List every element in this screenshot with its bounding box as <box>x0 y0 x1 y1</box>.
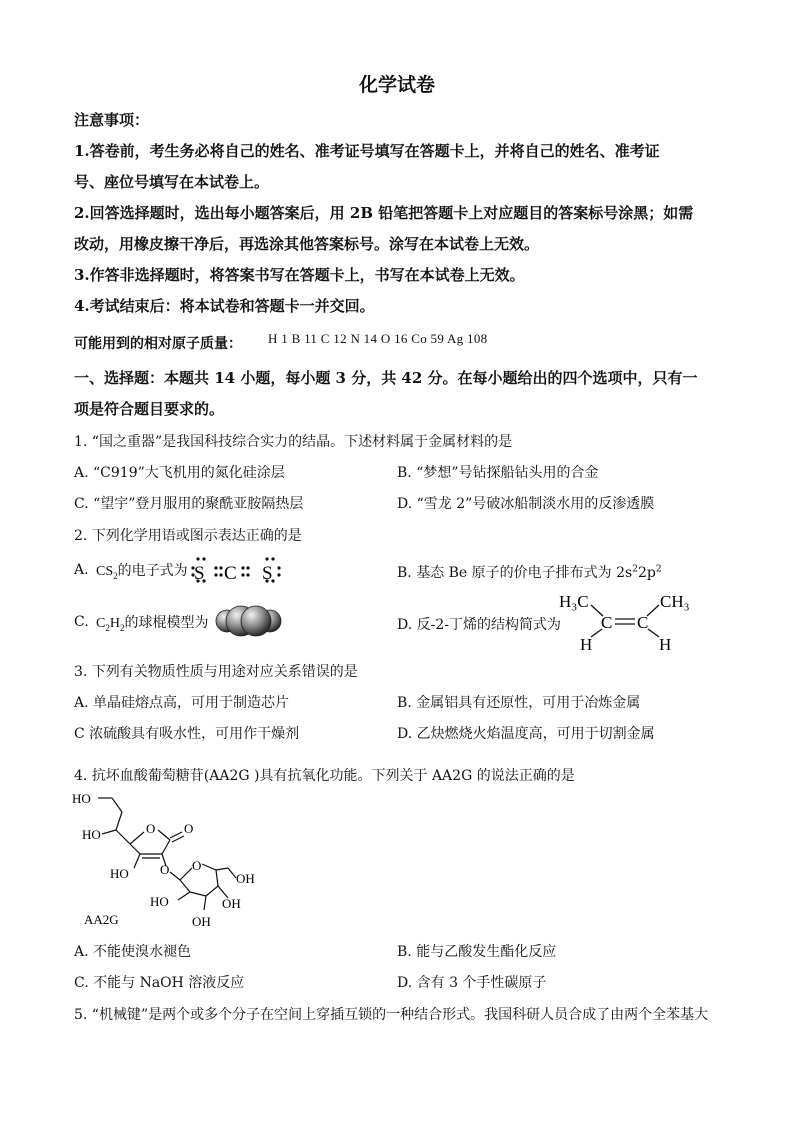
svg-text:O: O <box>192 858 202 873</box>
q5-stem: 5. “机械键”是两个或多个分子在空间上穿插互锁的一种结合形式。我国科研人员合成了由两个全苯基大 <box>74 1007 709 1023</box>
notice-heading: 注意事项： <box>74 111 150 129</box>
q2-option-a-label: A. <box>74 562 89 578</box>
q2-stem: 2. 下列化学用语或图示表达正确的是 <box>74 528 302 544</box>
q4-option-d: D. 含有 3 个手性碳原子 <box>397 975 547 991</box>
svg-text:OH: OH <box>236 871 255 886</box>
svg-text:C: C <box>637 613 649 632</box>
q4-option-b: B. 能与乙酸发生酯化反应 <box>397 944 557 960</box>
section1-heading-a: 一、选择题：本题共 14 小题，每小题 3 分，共 42 分。在每小题给出的四个选项中，只有一 <box>74 369 698 387</box>
q3-option-c: C 浓硫酸具有吸水性，可用作干燥剂 <box>74 726 300 742</box>
svg-text:O: O <box>160 862 170 877</box>
notice-item-1b: 号、座位号填写在本试卷上。 <box>74 173 270 191</box>
atomic-mass-values: H 1 B 11 C 12 N 14 O 16 Co 59 Ag 108 <box>268 331 488 346</box>
svg-text:O: O <box>184 821 194 836</box>
svg-text:CH₃: CH₃ <box>660 592 690 611</box>
q1-option-b: B. “梦想”号钻探船钻头用的合金 <box>397 465 599 481</box>
svg-text:HO: HO <box>150 894 169 909</box>
atomic-mass-label: 可能用到的相对原子质量： <box>74 336 242 352</box>
q1-option-d: D. “雪龙 2”号破冰船制淡水用的反渗透膜 <box>397 496 655 512</box>
q1-stem: 1. “国之重器”是我国科技综合实力的结晶。下述材料属于金属材料的是 <box>74 434 513 450</box>
svg-text:O: O <box>146 821 156 836</box>
svg-text:H₃C: H₃C <box>559 592 589 611</box>
notice-item-1a: 1.答卷前，考生务必将自己的姓名、准考证号填写在答题卡上，并将自己的姓名、准考证 <box>74 142 660 160</box>
c2h2-ball-stick-model <box>214 602 284 640</box>
page-title: 化学试卷 <box>358 74 435 96</box>
q1-option-c: C. “望宇”登月服用的聚酰亚胺隔热层 <box>74 496 304 512</box>
notice-item-4: 4.考试结束后：将本试卷和答题卡一并交回。 <box>74 297 375 315</box>
lewis-c: C <box>224 563 237 584</box>
svg-text:H: H <box>659 635 672 654</box>
cs2-lewis-structure <box>190 552 300 584</box>
q4-option-c: C. 不能与 NaOH 溶液反应 <box>74 975 245 991</box>
q2-option-b: B. 基态 Be 原子的价电子排布式为 $2s^22p^2$ <box>397 564 662 581</box>
q4-stem: 4. 抗坏血酸葡萄糖苷(AA2G )具有抗氧化功能。下列关于 AA2G 的说法正确的是 <box>74 768 575 784</box>
notice-item-2b: 改动，用橡皮擦干净后，再选涂其他答案标号。涂写在本试卷上无效。 <box>74 235 540 253</box>
svg-text:H: H <box>580 635 593 654</box>
svg-text:HO: HO <box>82 827 101 842</box>
notice-item-3: 3.作答非选择题时，将答案书写在答题卡上，书写在本试卷上无效。 <box>74 266 525 284</box>
q3-stem: 3. 下列有关物质性质与用途对应关系错误的是 <box>74 664 358 680</box>
q2-option-c-label: C. <box>74 614 89 630</box>
q3-option-b: B. 金属铝具有还原性，可用于冶炼金属 <box>397 695 641 711</box>
notice-item-2a: 2.回答选择题时，选出每小题答案后，用 2B 铅笔把答题卡上对应题目的答案标号涂黑；如需 <box>74 204 694 222</box>
q1-option-a: A. “C919”大飞机用的氮化硅涂层 <box>74 465 285 481</box>
q2-option-c-formula: $C_2H_2$的球棍模型为 <box>96 616 209 633</box>
svg-text:OH: OH <box>222 896 241 911</box>
svg-text:OH: OH <box>192 914 211 929</box>
svg-text:HO: HO <box>110 866 129 881</box>
q4-option-a: A. 不能使溴水褪色 <box>74 944 192 960</box>
lewis-s-right: S <box>262 563 273 584</box>
svg-text:C: C <box>601 613 613 632</box>
q2-option-d: D. 反-2-丁烯的结构简式为 <box>397 617 561 633</box>
aa2g-structure <box>70 786 270 932</box>
lewis-s-left: S <box>194 563 205 584</box>
section1-heading-b: 项是符合题目要求的。 <box>74 400 225 418</box>
q3-option-d: D. 乙炔燃烧火焰温度高，可用于切割金属 <box>397 726 655 742</box>
trans-2-butene-structure <box>555 586 705 656</box>
svg-text:AA2G: AA2G <box>84 912 119 927</box>
q3-option-a: A. 单晶硅熔点高，可用于制造芯片 <box>74 695 290 711</box>
svg-text:HO: HO <box>72 791 91 806</box>
q2-option-a-formula: $CS_2$的电子式为 <box>96 564 188 581</box>
